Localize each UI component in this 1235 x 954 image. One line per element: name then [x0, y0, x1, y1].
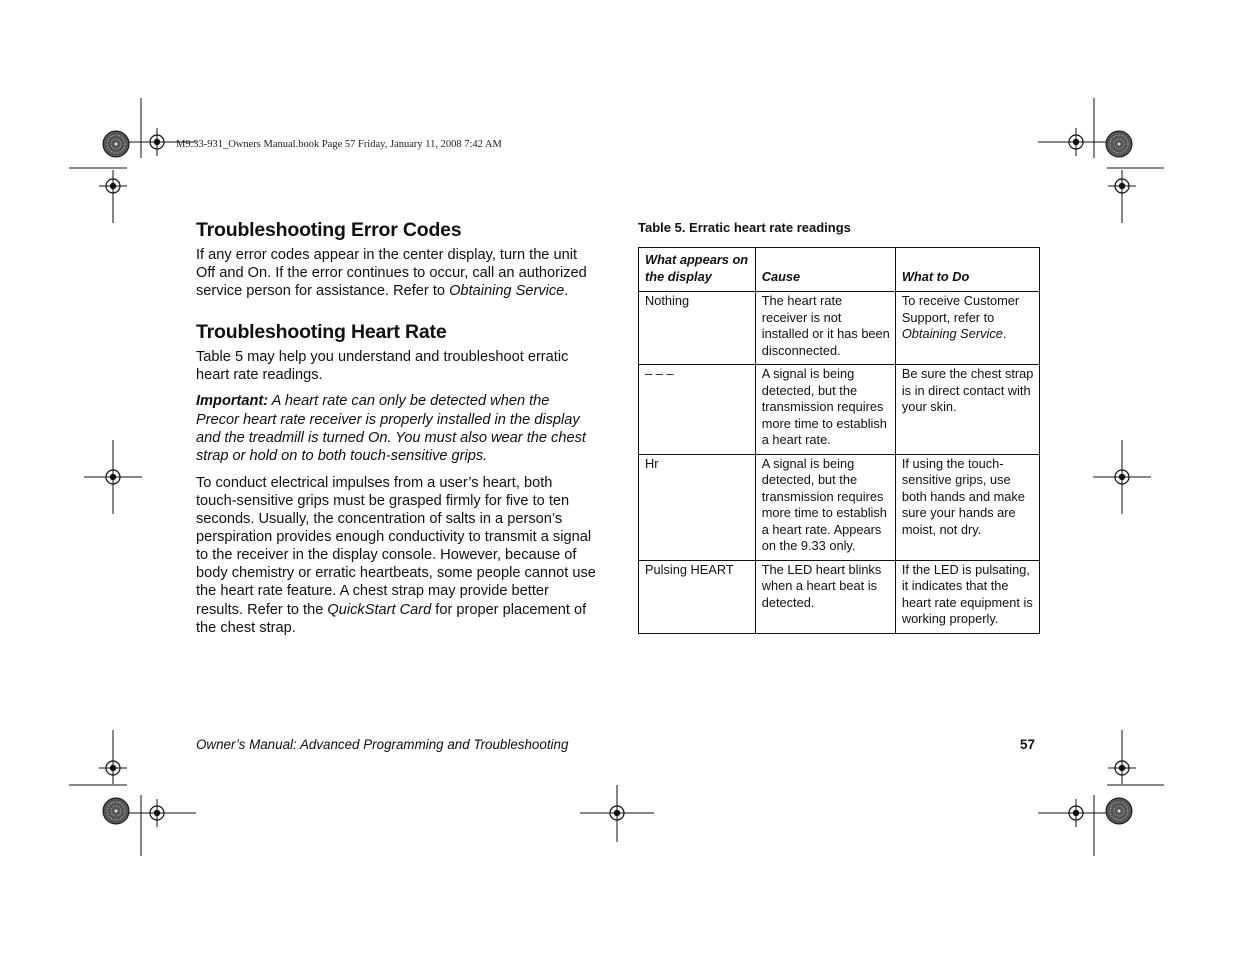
heart-rate-intro: Table 5 may help you understand and troubleshoot erratic heart rate readings. — [196, 349, 569, 384]
book-file-header: M9.33-931_Owners Manual.book Page 57 Friday, January 11, 2008 7:42 AM — [176, 139, 502, 150]
error-codes-text-end: . — [564, 283, 569, 300]
cell-what-to-do: Be sure the chest strap is in direct contact with your skin. — [895, 365, 1039, 455]
important-note — [196, 392, 596, 464]
important-text: A heart rate can only be detected when the Precor heart rate receiver is properly installed in the display and the treadmill is turned On. You must also wear the chest strap or hold on to both touch-sensitive grips. — [196, 393, 586, 464]
heart-rate-paragraph — [196, 474, 596, 637]
cell-cause: A signal is being detected, but the transmission requires more time to establish a heart rate. Appears on the 9.33 only. — [755, 454, 895, 560]
erratic-heart-rate-table — [638, 247, 1040, 634]
heart-rate-text-end: for proper placement of the chest strap. — [196, 601, 587, 636]
error-codes-text: If any error codes appear in the center display, turn the unit Off and On. If the error continues to occur, call an authorized service person for assistance. Refer to — [196, 247, 587, 300]
cell-display: Hr — [639, 454, 756, 560]
header-what-to-do: What to Do — [895, 248, 1039, 292]
cell-cause: The heart rate receiver is not installed or it has been disconnected. — [755, 292, 895, 365]
quickstart-card-ref: QuickStart Card — [327, 601, 432, 618]
left-column — [196, 218, 596, 637]
todo-text: To receive Customer Support, refer to — [901, 293, 1020, 325]
obtaining-service-ref: Obtaining Service — [449, 283, 565, 300]
important-label: Important: — [196, 393, 269, 410]
obtaining-service-ref: Obtaining Service — [901, 326, 1003, 341]
table-row — [639, 365, 1040, 455]
cell-what-to-do: If the LED is pulsating, it indicates that the heart rate equipment is working properly. — [895, 560, 1039, 633]
page-number: 57 — [1020, 737, 1035, 752]
cell-cause: A signal is being detected, but the transmission requires more time to establish a heart rate. — [755, 365, 895, 455]
cell-cause: The LED heart blinks when a heart beat is detected. — [755, 560, 895, 633]
error-codes-paragraph — [196, 246, 596, 300]
cell-what-to-do: If using the touch-sensitive grips, use both hands and make sure your hands are moist, not dry. — [895, 454, 1039, 560]
cell-display: Nothing — [639, 292, 756, 365]
header-display: What appears on the display — [639, 248, 756, 292]
heart-rate-heading: Troubleshooting Heart Rate — [196, 321, 447, 344]
table-row — [639, 454, 1040, 560]
todo-text-end: . — [1002, 326, 1007, 341]
table-header-row — [639, 248, 1040, 292]
cell-display: – – – — [639, 365, 756, 455]
table-row — [639, 560, 1040, 633]
footer-title: Owner’s Manual: Advanced Programming and Troubleshooting — [196, 737, 569, 752]
heart-rate-text: To conduct electrical impulses from a user’s heart, both touch-sensitive grips must be grasped firmly for five to ten seconds. Usually, the concentration of salts in a person’s perspiration provides enough conductivity to transmit a signal to the receiver in the display console. However, because of body chemistry or erratic heartbeats, some people cannot use the heart rate feature. A chest strap may provide better results. Refer to the — [196, 474, 596, 618]
header-cause: Cause — [755, 248, 895, 292]
table-caption: Table 5. Erratic heart rate readings — [638, 220, 851, 235]
cell-display: Pulsing HEART — [639, 560, 756, 633]
table-row — [639, 292, 1040, 365]
cell-what-to-do — [895, 292, 1039, 365]
error-codes-heading: Troubleshooting Error Codes — [196, 219, 462, 241]
